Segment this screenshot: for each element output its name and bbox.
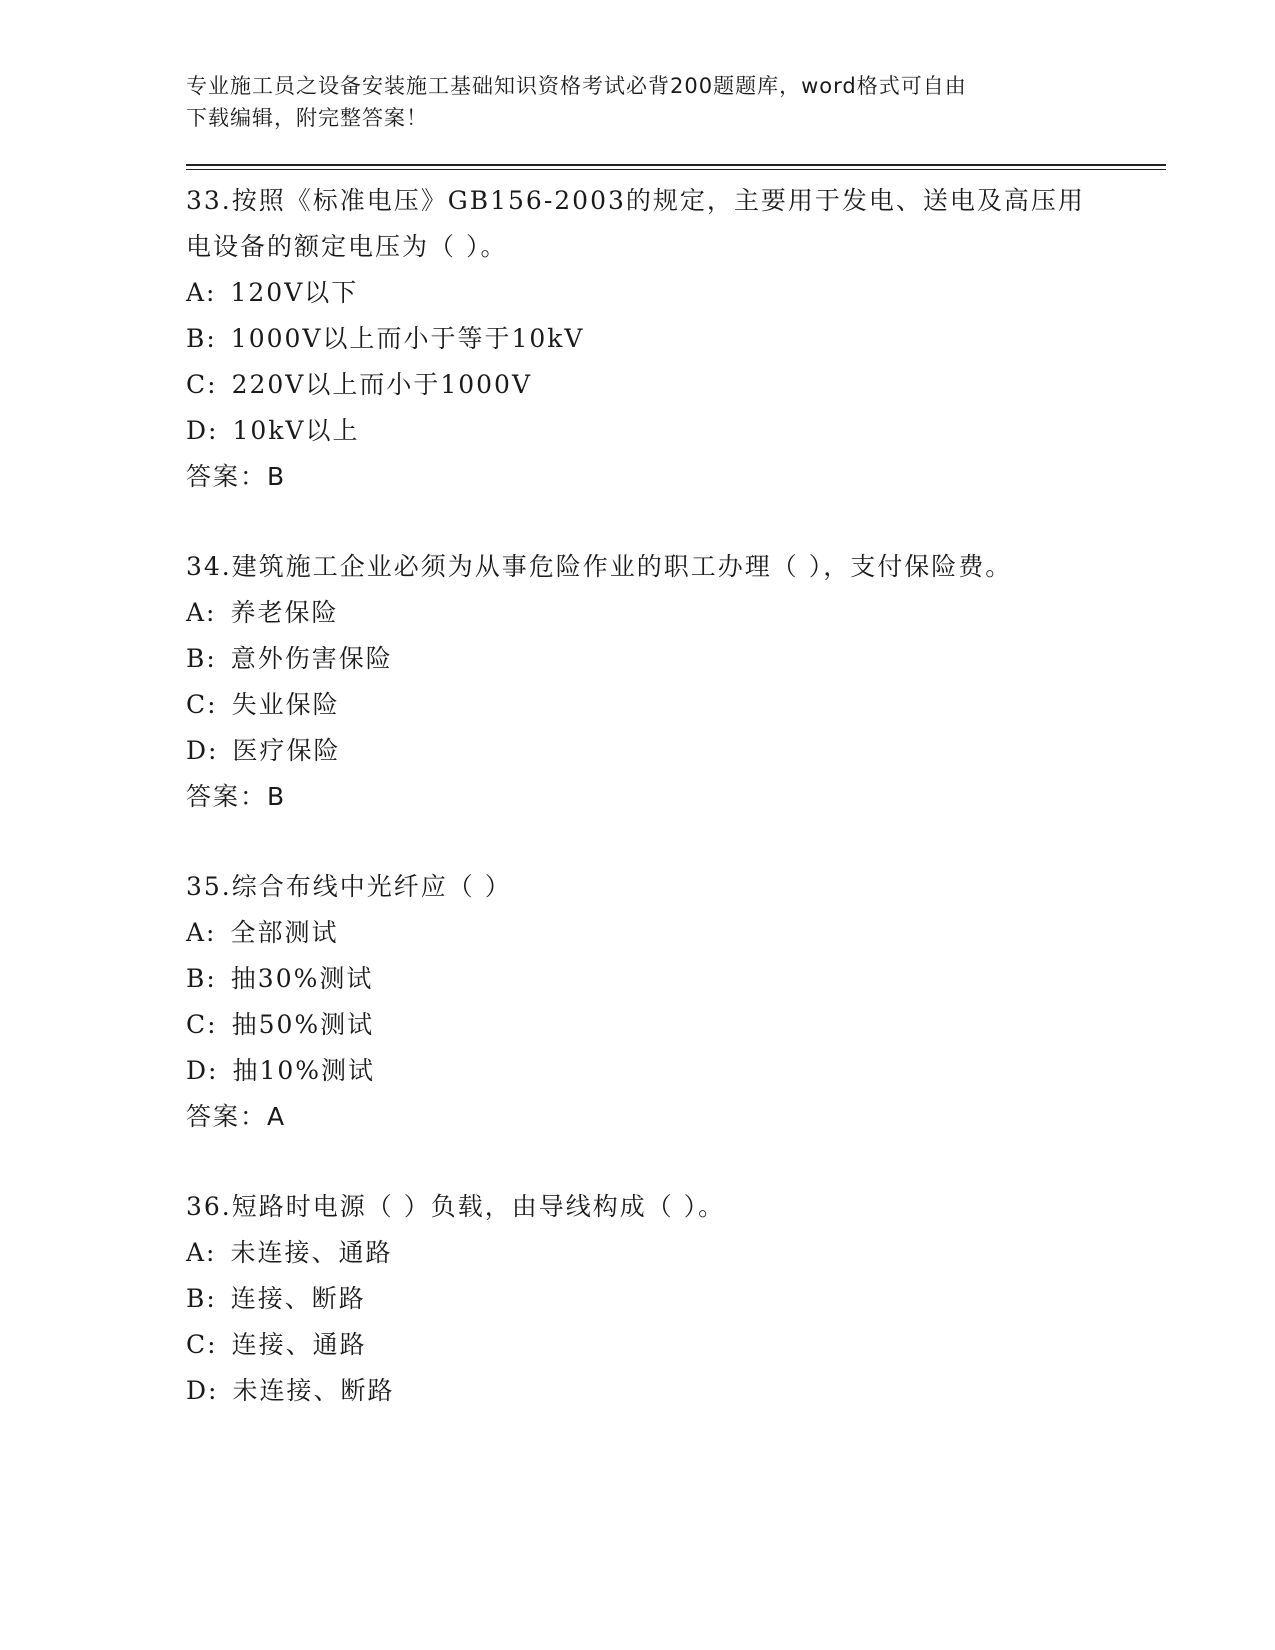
option-c — [186, 1322, 1166, 1368]
option-a — [186, 1230, 1166, 1276]
option-letter: C: — [186, 1330, 218, 1359]
option-letter: B: — [186, 644, 217, 673]
option-text: 抽50%测试 — [231, 1010, 375, 1039]
option-letter: B: — [186, 324, 217, 353]
option-letter: B: — [186, 1284, 217, 1313]
question-35 — [186, 864, 1166, 1140]
header-line-1: 专业施工员之设备安装施工基础知识资格考试必背200题题库，word格式可自由 — [186, 74, 967, 98]
option-c — [186, 362, 1166, 408]
option-b — [186, 956, 1166, 1002]
option-letter: A: — [186, 598, 217, 627]
option-a — [186, 270, 1166, 316]
option-b — [186, 1276, 1166, 1322]
question-34 — [186, 544, 1166, 820]
option-d — [186, 1048, 1166, 1094]
divider-line-thin — [186, 169, 1166, 170]
question-list — [186, 178, 1166, 1414]
answer-line: 答案：A — [186, 1102, 287, 1131]
option-letter: A: — [186, 1238, 217, 1267]
option-a — [186, 590, 1166, 636]
option-text: 连接、通路 — [231, 1330, 367, 1359]
answer-line: 答案：B — [186, 782, 287, 811]
answer-line: 答案：B — [186, 462, 287, 491]
option-letter: A: — [186, 918, 217, 947]
question-text: 36.短路时电源（ ）负载，由导线构成（ ）。 — [186, 1192, 726, 1221]
option-letter: C: — [186, 370, 218, 399]
option-text: 220V以上而小于1000V — [231, 370, 533, 399]
option-d — [186, 408, 1166, 454]
divider-line-thick — [186, 164, 1166, 166]
question-33 — [186, 178, 1166, 500]
option-text: 医疗保险 — [232, 736, 341, 765]
document-page — [186, 70, 1166, 1414]
question-text: 34.建筑施工企业必须为从事危险作业的职工办理（ ），支付保险费。 — [186, 552, 1013, 581]
option-letter: C: — [186, 1010, 218, 1039]
option-letter: C: — [186, 690, 218, 719]
option-text: 1000V以上而小于等于10kV — [230, 324, 585, 353]
question-text: 33.按照《标准电压》GB156-2003的规定，主要用于发电、送电及高压用电设备的额定电压为（ ）。 — [186, 186, 1085, 261]
option-text: 养老保险 — [230, 598, 339, 627]
option-letter: D: — [186, 1056, 219, 1085]
option-text: 失业保险 — [231, 690, 340, 719]
option-text: 意外伤害保险 — [230, 644, 393, 673]
option-letter: A: — [186, 278, 217, 307]
option-c — [186, 682, 1166, 728]
option-b — [186, 636, 1166, 682]
option-text: 连接、断路 — [230, 1284, 366, 1313]
option-b — [186, 316, 1166, 362]
option-a — [186, 910, 1166, 956]
option-text: 未连接、通路 — [230, 1238, 393, 1267]
option-letter: B: — [186, 964, 217, 993]
option-text: 抽30%测试 — [230, 964, 374, 993]
option-text: 抽10%测试 — [232, 1056, 376, 1085]
option-text: 未连接、断路 — [232, 1376, 395, 1405]
option-letter: D: — [186, 736, 219, 765]
option-d — [186, 1368, 1166, 1414]
option-text: 10kV以上 — [232, 416, 360, 445]
header-divider — [186, 164, 1166, 170]
option-letter: D: — [186, 416, 219, 445]
option-text: 120V以下 — [230, 278, 359, 307]
option-letter: D: — [186, 1376, 219, 1405]
option-text: 全部测试 — [230, 918, 339, 947]
spacer — [186, 820, 1166, 864]
question-text: 35.综合布线中光纤应（ ） — [186, 872, 512, 901]
question-36 — [186, 1184, 1166, 1414]
option-d — [186, 728, 1166, 774]
spacer — [186, 1140, 1166, 1184]
document-header — [186, 70, 1066, 134]
spacer — [186, 500, 1166, 544]
option-c — [186, 1002, 1166, 1048]
header-line-2: 下载编辑，附完整答案！ — [186, 106, 428, 130]
